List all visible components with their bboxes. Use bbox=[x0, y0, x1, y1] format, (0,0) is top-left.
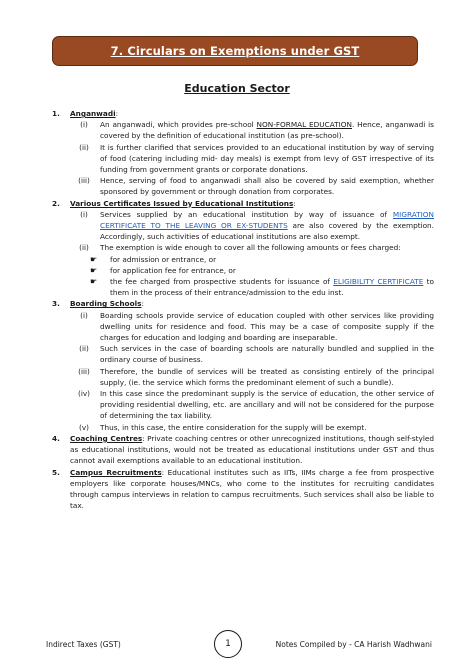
item-number: (i) bbox=[80, 310, 88, 320]
item-number: (iii) bbox=[78, 176, 90, 186]
list-item bbox=[70, 242, 434, 253]
list-item bbox=[70, 119, 434, 141]
item-text: Therefore, the bundle of services will be treated as consisting entirely of the principal supply, (ie. the service which forms the predominant element of such a bundle). bbox=[100, 366, 434, 387]
heading-suffix: : bbox=[141, 299, 144, 309]
list-item bbox=[70, 175, 434, 197]
section-heading: Coaching Centres bbox=[70, 433, 143, 443]
item-text: Such services in the case of boarding schools are naturally bundled and supplied in the ordinary course of business. bbox=[100, 344, 434, 365]
section-text: : Private coaching centres or other unrecognized institutions, though self-styled as educational institutions, would not be treated as educational institutions under GST and thus cannot avail exemptions available to an educational institution. bbox=[70, 433, 434, 466]
item-number: (i) bbox=[80, 120, 88, 130]
bullet-text: to them in the process of their entrance/admission to the edu inst. bbox=[110, 277, 434, 298]
section-coaching-centres bbox=[46, 433, 434, 467]
list-item bbox=[70, 388, 434, 422]
item-text: Services supplied by an educational institution by way of issuance of bbox=[100, 209, 393, 219]
list-item bbox=[70, 366, 434, 388]
bullet-item bbox=[70, 265, 434, 276]
bullet-text: for application fee for entrance, or bbox=[110, 265, 236, 275]
footer-author: Notes Compiled by - CA Harish Wadhwani bbox=[275, 640, 432, 649]
section-campus-recruitments bbox=[46, 467, 434, 512]
document-body bbox=[46, 108, 434, 511]
item-text: In this case since the predominant supply is the service of education, the other service of providing residential dwelling, etc. are ancillary and will not be considered for the purpose of determining the tax liability. bbox=[100, 389, 434, 421]
item-number: (iii) bbox=[78, 366, 90, 376]
item-text: . Hence, anganwadi is covered by the definition of educational institution (as pre-school). bbox=[100, 120, 434, 141]
item-number: (i) bbox=[80, 209, 88, 219]
bullet-text: the fee charged from prospective students for issuance of bbox=[110, 277, 334, 287]
item-text: It is further clarified that services provided to an educational institution by way of serving of food (catering including mid- day meals) is exempt from levy of GST irrespective of its funding from government grants or corporate donations. bbox=[100, 142, 434, 175]
sector-title: Education Sector bbox=[184, 82, 290, 95]
item-number: (iv) bbox=[77, 389, 91, 399]
bullet-text: for admission or entrance, or bbox=[110, 254, 217, 264]
section-anganwadi bbox=[46, 108, 434, 198]
item-text: Boarding schools provide service of education coupled with other services like providing dwelling units for residence and food. This may be a case of composite supply if the charges for education and lodging and boarding are inseparable. bbox=[100, 310, 434, 343]
section-heading: Anganwadi bbox=[70, 109, 116, 118]
item-text: Hence, serving of food to anganwadi shall also be covered by said exemption, whether sponsored by government or through donation from corporates. bbox=[100, 176, 434, 197]
section-number: 5. bbox=[52, 467, 60, 477]
bullet-item bbox=[70, 254, 434, 265]
bullet-item bbox=[70, 276, 434, 298]
section-number: 4. bbox=[52, 433, 60, 443]
item-text: An anganwadi, which provides pre-school bbox=[100, 120, 257, 130]
item-text: Thus, in this case, the entire consideration for the supply will be exempt. bbox=[100, 422, 367, 432]
footer-subject: Indirect Taxes (GST) bbox=[46, 640, 121, 649]
page-number bbox=[214, 630, 242, 658]
section-certificates bbox=[46, 198, 434, 299]
heading-suffix: : bbox=[115, 109, 119, 118]
eligibility-certificate-link[interactable]: ELIGIBILITY CERTIFICATE bbox=[333, 277, 424, 287]
section-number: 3. bbox=[52, 299, 60, 309]
list-item bbox=[70, 343, 434, 365]
migration-certificate-link[interactable]: MIGRATION CERTIFICATE TO THE LEAVING OR EX-STUDENTS bbox=[100, 209, 434, 231]
item-text: are also covered by the exemption. Accordingly, such activities of educational institutions are also exempt. bbox=[100, 221, 435, 242]
pointing-hand-icon: ☛ bbox=[90, 254, 98, 264]
page-title: 7. Circulars on Exemptions under GST bbox=[110, 44, 360, 58]
section-heading: Various Certificates Issued by Educational Institutions bbox=[70, 198, 294, 208]
page-number-text: 1 bbox=[225, 639, 231, 649]
title-banner bbox=[52, 36, 418, 66]
list-item bbox=[70, 422, 434, 433]
section-boarding-schools bbox=[46, 298, 434, 432]
section-number: 2. bbox=[52, 198, 60, 208]
heading-suffix: : bbox=[293, 198, 296, 208]
list-item bbox=[70, 209, 434, 243]
pointing-hand-icon: ☛ bbox=[90, 265, 98, 275]
list-item bbox=[70, 142, 434, 176]
item-number: (ii) bbox=[79, 243, 89, 253]
item-text: The exemption is wide enough to cover all the following amounts or fees charged: bbox=[100, 243, 401, 253]
pointing-hand-icon: ☛ bbox=[90, 277, 98, 287]
list-item bbox=[70, 310, 434, 344]
item-number: (v) bbox=[78, 422, 89, 432]
section-heading: Campus Recruitments bbox=[70, 467, 162, 477]
section-text: : Educational institutes such as IITs, IIMs charge a fee from prospective employers like corporate houses/MNCs, who come to the institutes for recruiting candidates through campus interviews in relation to campus recruitments. Such services shall also be liable to tax. bbox=[70, 467, 434, 511]
item-number: (ii) bbox=[79, 142, 89, 152]
section-heading: Boarding Schools bbox=[70, 299, 142, 309]
underlined-term: NON-FORMAL EDUCATION bbox=[256, 120, 352, 130]
section-number: 1. bbox=[52, 109, 60, 118]
item-number: (ii) bbox=[79, 344, 89, 354]
